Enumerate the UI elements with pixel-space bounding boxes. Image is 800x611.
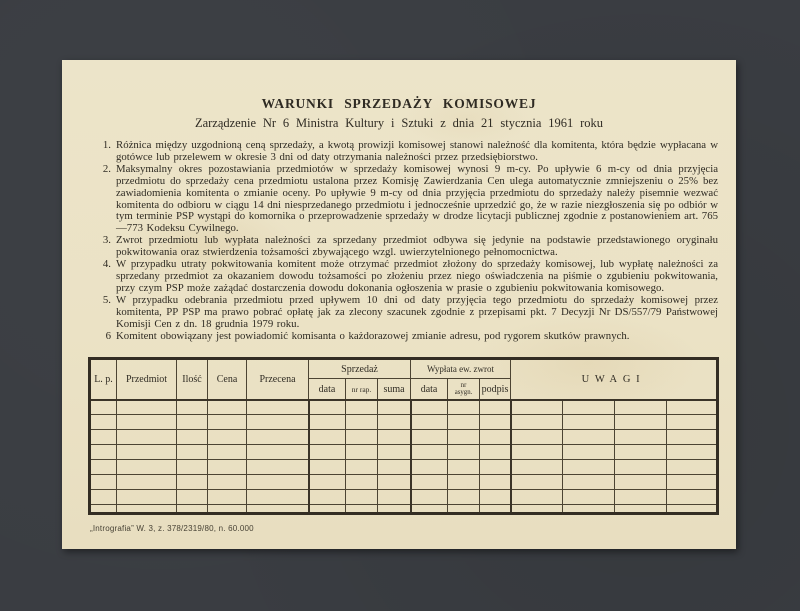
- term-number: 1.: [102, 139, 111, 151]
- form-table-header: [90, 359, 718, 400]
- empty-cell: [247, 445, 309, 460]
- empty-cell: [208, 430, 247, 445]
- header-wyplata-data: data: [411, 379, 448, 400]
- empty-cell: [346, 430, 378, 445]
- empty-cell: [346, 400, 378, 415]
- term-number: 2.: [102, 162, 111, 175]
- empty-cell: [448, 460, 480, 475]
- empty-cell: [208, 505, 247, 514]
- empty-cell: [346, 475, 378, 490]
- empty-cell: [309, 400, 346, 415]
- empty-cell: [448, 505, 480, 514]
- empty-cell: [667, 490, 718, 505]
- empty-cell: [615, 475, 667, 490]
- empty-cell: [309, 445, 346, 460]
- empty-cell: [247, 460, 309, 475]
- empty-cell: [448, 400, 480, 415]
- header-ilosc: Ilość: [177, 359, 208, 400]
- empty-cell: [480, 430, 511, 445]
- empty-cell: [247, 505, 309, 514]
- header-przedmiot: Przedmiot: [117, 359, 177, 400]
- empty-cell: [90, 460, 117, 475]
- table-row: [90, 505, 718, 514]
- empty-cell: [346, 445, 378, 460]
- empty-cell: [378, 415, 411, 430]
- empty-cell: [480, 400, 511, 415]
- term-number: 6: [105, 329, 111, 342]
- empty-cell: [378, 400, 411, 415]
- term-number: 5.: [102, 293, 111, 306]
- empty-cell: [177, 400, 208, 415]
- term-item: [98, 140, 718, 164]
- empty-cell: [177, 430, 208, 445]
- empty-cell: [615, 490, 667, 505]
- empty-cell: [90, 475, 117, 490]
- empty-cell: [309, 430, 346, 445]
- empty-cell: [563, 430, 615, 445]
- empty-cell: [511, 490, 563, 505]
- table-row: [90, 400, 718, 415]
- term-text: Maksymalny okres pozostawiania przedmiotów w sprzedaży komisowej wynosi 9 m-cy. Po upływie 6 m-cy od dnia przyjęcia przedmiotu do sprzedaży cena przedmiotu ustalona przez Komisję Zawierdzania Cen ulega automatycznie zmniejszeniu o 25% bez zawiadomienia komitenta o zmianie oceny. Po upływie 9 m-cy od dnia przyjęcia przedmiotu do sprzedaży należy pisemnie wezwać komitenta do odbioru w ciągu 14 dni niesprzedanego przedmiotu i jednocześnie uprzedzić go, że w razie niezgłoszenia się po odbiór w tym terminie PSP wystąpi do komornika o przeprowadzenie sprzedaży w drodze licytacji publicznej zgodnie z postanowieniem art. 765—773 Kodeksu Cywilnego.: [116, 162, 718, 235]
- empty-cell: [309, 475, 346, 490]
- empty-cell: [667, 430, 718, 445]
- empty-cell: [208, 475, 247, 490]
- header-group-wyplata: Wypłata ew. zwrot: [411, 359, 511, 379]
- table-row: [90, 490, 718, 505]
- empty-cell: [378, 490, 411, 505]
- form-table-body: [90, 400, 718, 514]
- empty-cell: [346, 415, 378, 430]
- empty-cell: [309, 415, 346, 430]
- document-title: WARUNKI SPRZEDAŻY KOMISOWEJ: [261, 96, 537, 111]
- empty-cell: [448, 430, 480, 445]
- empty-cell: [411, 430, 448, 445]
- empty-cell: [247, 490, 309, 505]
- empty-cell: [346, 505, 378, 514]
- header-uwagi: UWAGI: [511, 359, 718, 400]
- term-text: W przypadku odebrania przedmiotu przed upływem 10 dni od daty przyjęcia tego przedmiotu do sprzedaży komisowej przez komitenta, PP PSP ma prawo pobrać opłatę jak za zlecony szacunek zgodnie z przepisami pkt. 7 Decyzji Nr DS/557/79 Państwowej Komisji Cen z dn. 18 grudnia 1979 roku.: [116, 293, 718, 330]
- term-text: Różnica między uzgodnioną ceną sprzedaży, a kwotą prowizji komisowej stanowi należność dla komitenta, która będzie wypłacana w gotówce lub przelewem w okresie 3 dni od daty otrzymania należności przez przedsiębiorstwo.: [116, 139, 718, 163]
- empty-cell: [309, 490, 346, 505]
- empty-cell: [448, 445, 480, 460]
- empty-cell: [480, 475, 511, 490]
- empty-cell: [411, 400, 448, 415]
- empty-cell: [90, 490, 117, 505]
- empty-cell: [667, 415, 718, 430]
- scanned-document-paper: [62, 60, 736, 549]
- empty-cell: [667, 445, 718, 460]
- empty-cell: [448, 475, 480, 490]
- empty-cell: [480, 445, 511, 460]
- empty-cell: [177, 490, 208, 505]
- empty-cell: [563, 475, 615, 490]
- header-wyplata-nr-asygn: [448, 379, 480, 400]
- empty-cell: [208, 460, 247, 475]
- header-sprzedaz-data: data: [309, 379, 346, 400]
- empty-cell: [411, 460, 448, 475]
- empty-cell: [208, 490, 247, 505]
- empty-cell: [667, 475, 718, 490]
- empty-cell: [411, 505, 448, 514]
- empty-cell: [480, 415, 511, 430]
- empty-cell: [378, 475, 411, 490]
- empty-cell: [563, 505, 615, 514]
- empty-cell: [511, 430, 563, 445]
- empty-cell: [615, 400, 667, 415]
- term-text: W przypadku utraty pokwitowania komitent może otrzymać przedmiot złożony do sprzedaży komisowej, lub wypłatę należności za sprzedany przedmiot za okazaniem dowodu tożsamości po złożeniu przez niego oświadczenia na piśmie o zgubieniu pokwitowania, przy czym PSP może zażądać dostarczenia dowodu dokonania ogłoszenia w prasie o zgubieniu pokwitowania komisowego.: [116, 258, 718, 294]
- empty-cell: [117, 490, 177, 505]
- term-text: Komitent obowiązany jest powiadomić komisanta o każdorazowej zmianie adresu, pod rygorem skutków prawnych.: [116, 329, 630, 342]
- empty-cell: [378, 445, 411, 460]
- empty-cell: [511, 475, 563, 490]
- header-wyplata-podpis: podpis: [480, 379, 511, 400]
- empty-cell: [247, 475, 309, 490]
- empty-cell: [90, 415, 117, 430]
- empty-cell: [563, 460, 615, 475]
- header-nr-asygn-line1: nr: [460, 382, 467, 390]
- empty-cell: [117, 505, 177, 514]
- empty-cell: [615, 445, 667, 460]
- header-sprzedaz-suma: suma: [378, 379, 411, 400]
- empty-cell: [90, 505, 117, 514]
- commission-form-table-wrap: [88, 357, 718, 515]
- empty-cell: [667, 400, 718, 415]
- empty-cell: [177, 475, 208, 490]
- term-number: 4.: [102, 258, 111, 271]
- commission-form-table: [88, 357, 719, 515]
- empty-cell: [208, 415, 247, 430]
- empty-cell: [309, 505, 346, 514]
- empty-cell: [511, 415, 563, 430]
- empty-cell: [615, 415, 667, 430]
- empty-cell: [117, 430, 177, 445]
- header-lp: L. p.: [90, 359, 117, 400]
- header-nr-asygn-line2: asygn.: [454, 389, 473, 397]
- empty-cell: [247, 415, 309, 430]
- empty-cell: [511, 505, 563, 514]
- empty-cell: [448, 490, 480, 505]
- empty-cell: [511, 400, 563, 415]
- term-text: Zwrot przedmiotu lub wypłata należności za sprzedany przedmiot odbywa się jedynie na podstawie przedstawionego oryginału pokwitowania oraz stwierdzenia tożsamości zbywającego wzgl. uwierzytelnionego pełnomocnictwa.: [116, 234, 718, 259]
- empty-cell: [563, 490, 615, 505]
- empty-cell: [117, 400, 177, 415]
- term-item: [98, 235, 718, 259]
- term-item: [98, 164, 718, 235]
- empty-cell: [90, 400, 117, 415]
- empty-cell: [309, 460, 346, 475]
- document-subtitle: Zarządzenie Nr 6 Ministra Kultury i Sztuki z dnia 21 stycznia 1961 roku: [194, 116, 604, 130]
- empty-cell: [411, 415, 448, 430]
- empty-cell: [247, 400, 309, 415]
- empty-cell: [667, 460, 718, 475]
- empty-cell: [117, 475, 177, 490]
- empty-cell: [511, 445, 563, 460]
- table-row: [90, 460, 718, 475]
- empty-cell: [480, 460, 511, 475]
- empty-cell: [177, 445, 208, 460]
- empty-cell: [480, 490, 511, 505]
- empty-cell: [177, 505, 208, 514]
- empty-cell: [448, 415, 480, 430]
- empty-cell: [346, 490, 378, 505]
- empty-cell: [117, 460, 177, 475]
- empty-cell: [411, 475, 448, 490]
- empty-cell: [247, 430, 309, 445]
- empty-cell: [411, 445, 448, 460]
- empty-cell: [615, 460, 667, 475]
- header-sprzedaz-nr-rap: nr rap.: [346, 379, 378, 400]
- table-row: [90, 430, 718, 445]
- empty-cell: [480, 505, 511, 514]
- empty-cell: [208, 400, 247, 415]
- empty-cell: [511, 460, 563, 475]
- empty-cell: [615, 505, 667, 514]
- header-cena: Cena: [208, 359, 247, 400]
- empty-cell: [346, 460, 378, 475]
- terms-list: [98, 140, 718, 342]
- empty-cell: [117, 445, 177, 460]
- empty-cell: [563, 445, 615, 460]
- empty-cell: [563, 415, 615, 430]
- empty-cell: [615, 430, 667, 445]
- empty-cell: [411, 490, 448, 505]
- empty-cell: [667, 505, 718, 514]
- header-group-sprzedaz: Sprzedaż: [309, 359, 411, 379]
- term-item: [98, 259, 718, 295]
- empty-cell: [177, 460, 208, 475]
- empty-cell: [90, 430, 117, 445]
- empty-cell: [378, 460, 411, 475]
- empty-cell: [378, 505, 411, 514]
- table-row: [90, 415, 718, 430]
- empty-cell: [378, 430, 411, 445]
- empty-cell: [117, 415, 177, 430]
- term-item: [98, 295, 718, 331]
- printer-imprint: „Intrografia” W. 3, z. 378/2319/80, n. 60.000: [90, 524, 254, 534]
- table-row: [90, 445, 718, 460]
- term-item: [98, 331, 718, 343]
- term-number: 3.: [102, 234, 111, 247]
- empty-cell: [90, 445, 117, 460]
- table-row: [90, 475, 718, 490]
- empty-cell: [563, 400, 615, 415]
- empty-cell: [208, 445, 247, 460]
- empty-cell: [177, 415, 208, 430]
- header-przecena: Przecena: [247, 359, 309, 400]
